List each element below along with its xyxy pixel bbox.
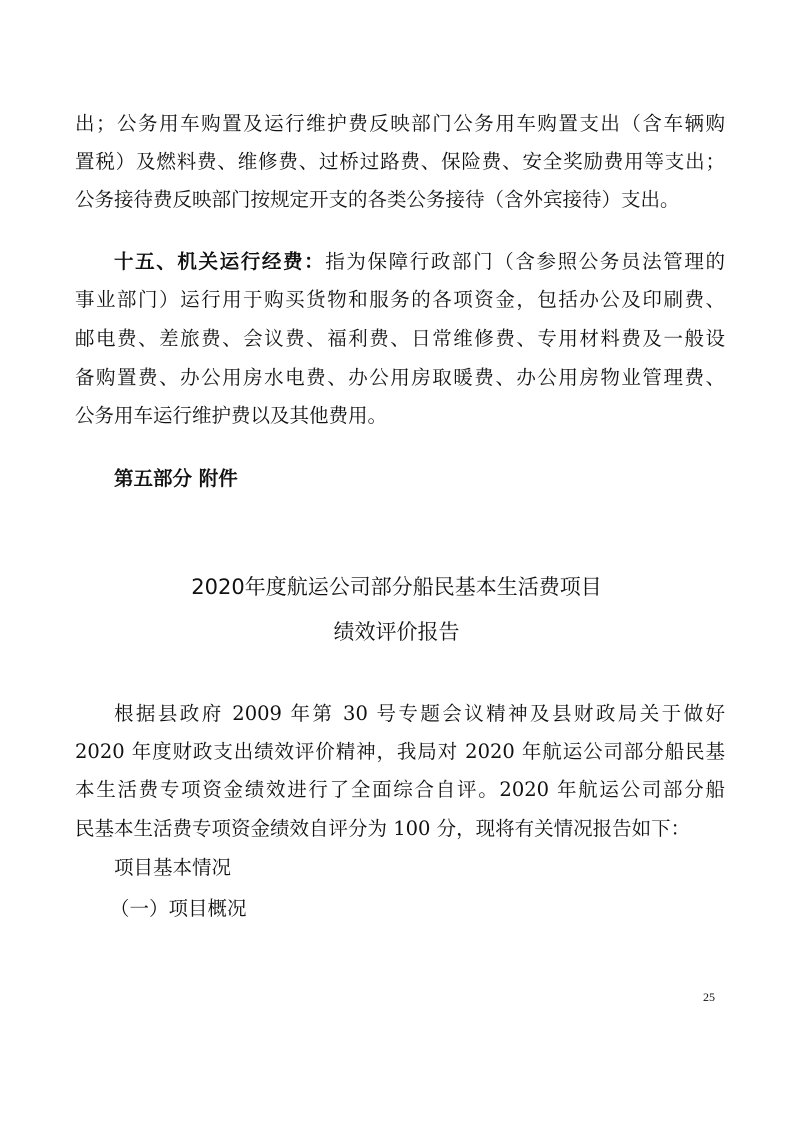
para2-line-1 [114, 250, 725, 274]
para2-line-3: 邮电费、差旅费、会议费、福利费、日常维修费、专用材料费及一般设 [75, 327, 725, 350]
report-title-line-1: 2020年度航运公司部分船民基本生活费项目 [191, 575, 602, 599]
para3-line-2: 2020 年度财政支出绩效评价精神，我局对 2020 年航运公司部分船民基 [75, 740, 725, 763]
para2-term: 十五、机关运行经费： [114, 250, 326, 273]
section-heading: 第五部分 附件 [114, 467, 238, 490]
para1-line-2: 置税）及燃料费、维修费、过桥过路费、保险费、安全奖励费用等支出； [75, 150, 725, 173]
para2-line-4: 备购置费、办公用房水电费、办公用房取暖费、办公用房物业管理费、 [75, 366, 725, 389]
report-title-line-2: 绩效评价报告 [333, 620, 460, 644]
item-project-overview: （一）项目概况 [110, 897, 247, 920]
para1-line-3: 公务接待费反映部门按规定开支的各类公务接待（含外宾接待）支出。 [75, 188, 680, 211]
para2-first-rest: 指为保障行政部门（含参照公务员法管理的 [325, 250, 725, 273]
page-number: 25 [703, 990, 715, 1004]
para2-line-2: 事业部门）运行用于购买货物和服务的各项资金，包括办公及印刷费、 [75, 288, 725, 311]
item-project-basics: 项目基本情况 [114, 856, 232, 879]
para3-line-4: 民基本生活费专项资金绩效自评分为 100 分，现将有关情况报告如下： [75, 817, 691, 840]
para3-line-1: 根据县政府 2009 年第 30 号专题会议精神及县财政局关于做好 [114, 702, 725, 725]
para2-line-5: 公务用车运行维护费以及其他费用。 [75, 404, 388, 427]
para3-line-3: 本生活费专项资金绩效进行了全面综合自评。2020 年航运公司部分船 [75, 778, 725, 801]
para1-line-1: 出；公务用车购置及运行维护费反映部门公务用车购置支出（含车辆购 [75, 112, 725, 135]
